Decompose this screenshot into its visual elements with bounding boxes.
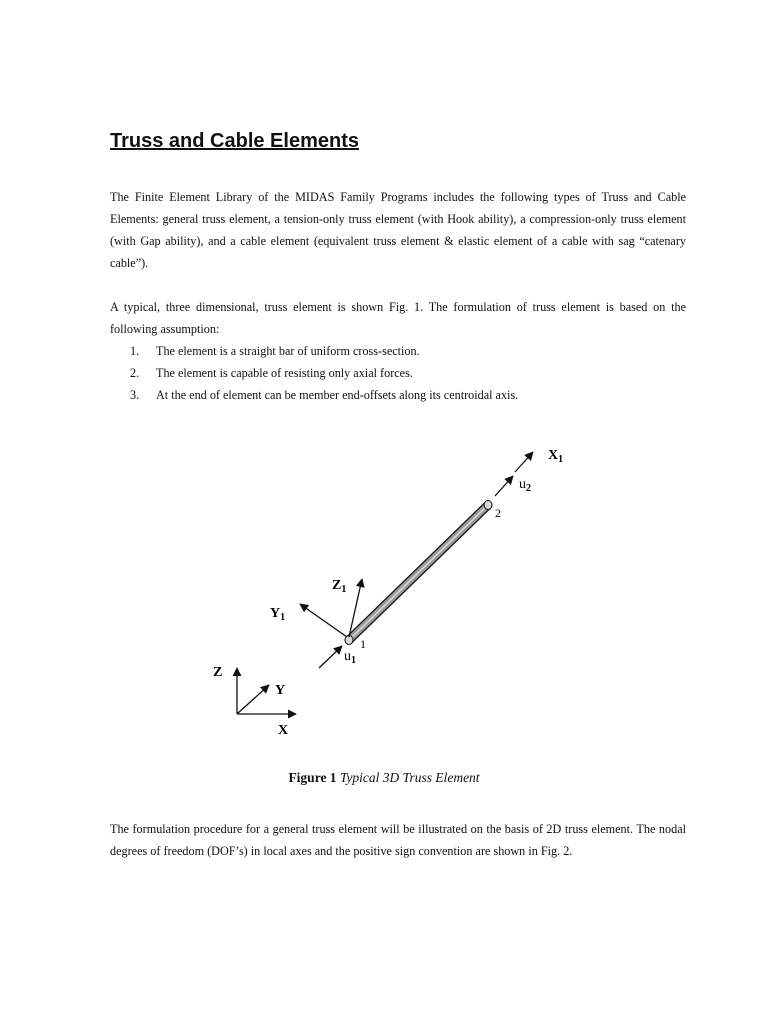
list-item	[110, 362, 686, 384]
list-item-text: The element is a straight bar of uniform cross-section.	[156, 344, 420, 358]
list-item	[110, 384, 686, 406]
u2-arrow	[495, 476, 513, 496]
u1-arrow	[319, 646, 342, 668]
node-2-label: 2	[495, 506, 501, 520]
u2-label: $u_2$	[519, 477, 531, 494]
z1-label: $Z_1$	[332, 578, 347, 595]
intro-paragraph: The Finite Element Library of the MIDAS Family Programs includes the following types of Truss and Cable Elements: general truss element, a tension-only truss element (with Hook ability), a compression-only truss element (with Gap ability), and a cable element (equivalent truss element & elastic element of a cable with sag “catenary cable”).	[110, 190, 686, 270]
list-item-number: 2.	[130, 366, 140, 380]
truss-element-figure	[0, 420, 768, 760]
list-item-text: At the end of element can be member end-offsets along its centroidal axis.	[156, 388, 519, 402]
x1-label: $X_1$	[548, 448, 564, 465]
figure-caption	[0, 770, 768, 786]
global-z-label: Z	[213, 665, 223, 680]
y1-axis-arrow	[300, 604, 347, 637]
assumption-list	[110, 340, 686, 406]
list-item-text: The element is capable of resisting only axial forces.	[156, 366, 413, 380]
caption-lead: Figure 1	[288, 770, 337, 785]
section-title: Truss and Cable Elements	[110, 130, 359, 152]
assumption-paragraph: A typical, three dimensional, truss element is shown Fig. 1. The formulation of truss element is based on the following assumption:	[110, 300, 686, 336]
list-item-number: 3.	[130, 388, 140, 402]
node-1-label: 1	[360, 637, 366, 651]
global-x-label: X	[278, 723, 289, 738]
global-y-axis	[237, 685, 269, 714]
list-item	[110, 340, 686, 362]
caption-text: Typical 3D Truss Element	[339, 770, 480, 785]
list-item-number: 1.	[130, 344, 140, 358]
truss-bar	[345, 501, 492, 645]
y1-label: $Y_1$	[270, 606, 286, 623]
u1-label: $u_1$	[344, 649, 356, 666]
x1-axis-arrow	[515, 452, 533, 472]
procedure-paragraph: The formulation procedure for a general truss element will be illustrated on the basis of 2D truss element. The nodal degrees of freedom (DOF’s) in local axes and the positive sign convention are shown in Fig. 2.	[110, 822, 686, 858]
global-y-label: Y	[275, 683, 286, 698]
